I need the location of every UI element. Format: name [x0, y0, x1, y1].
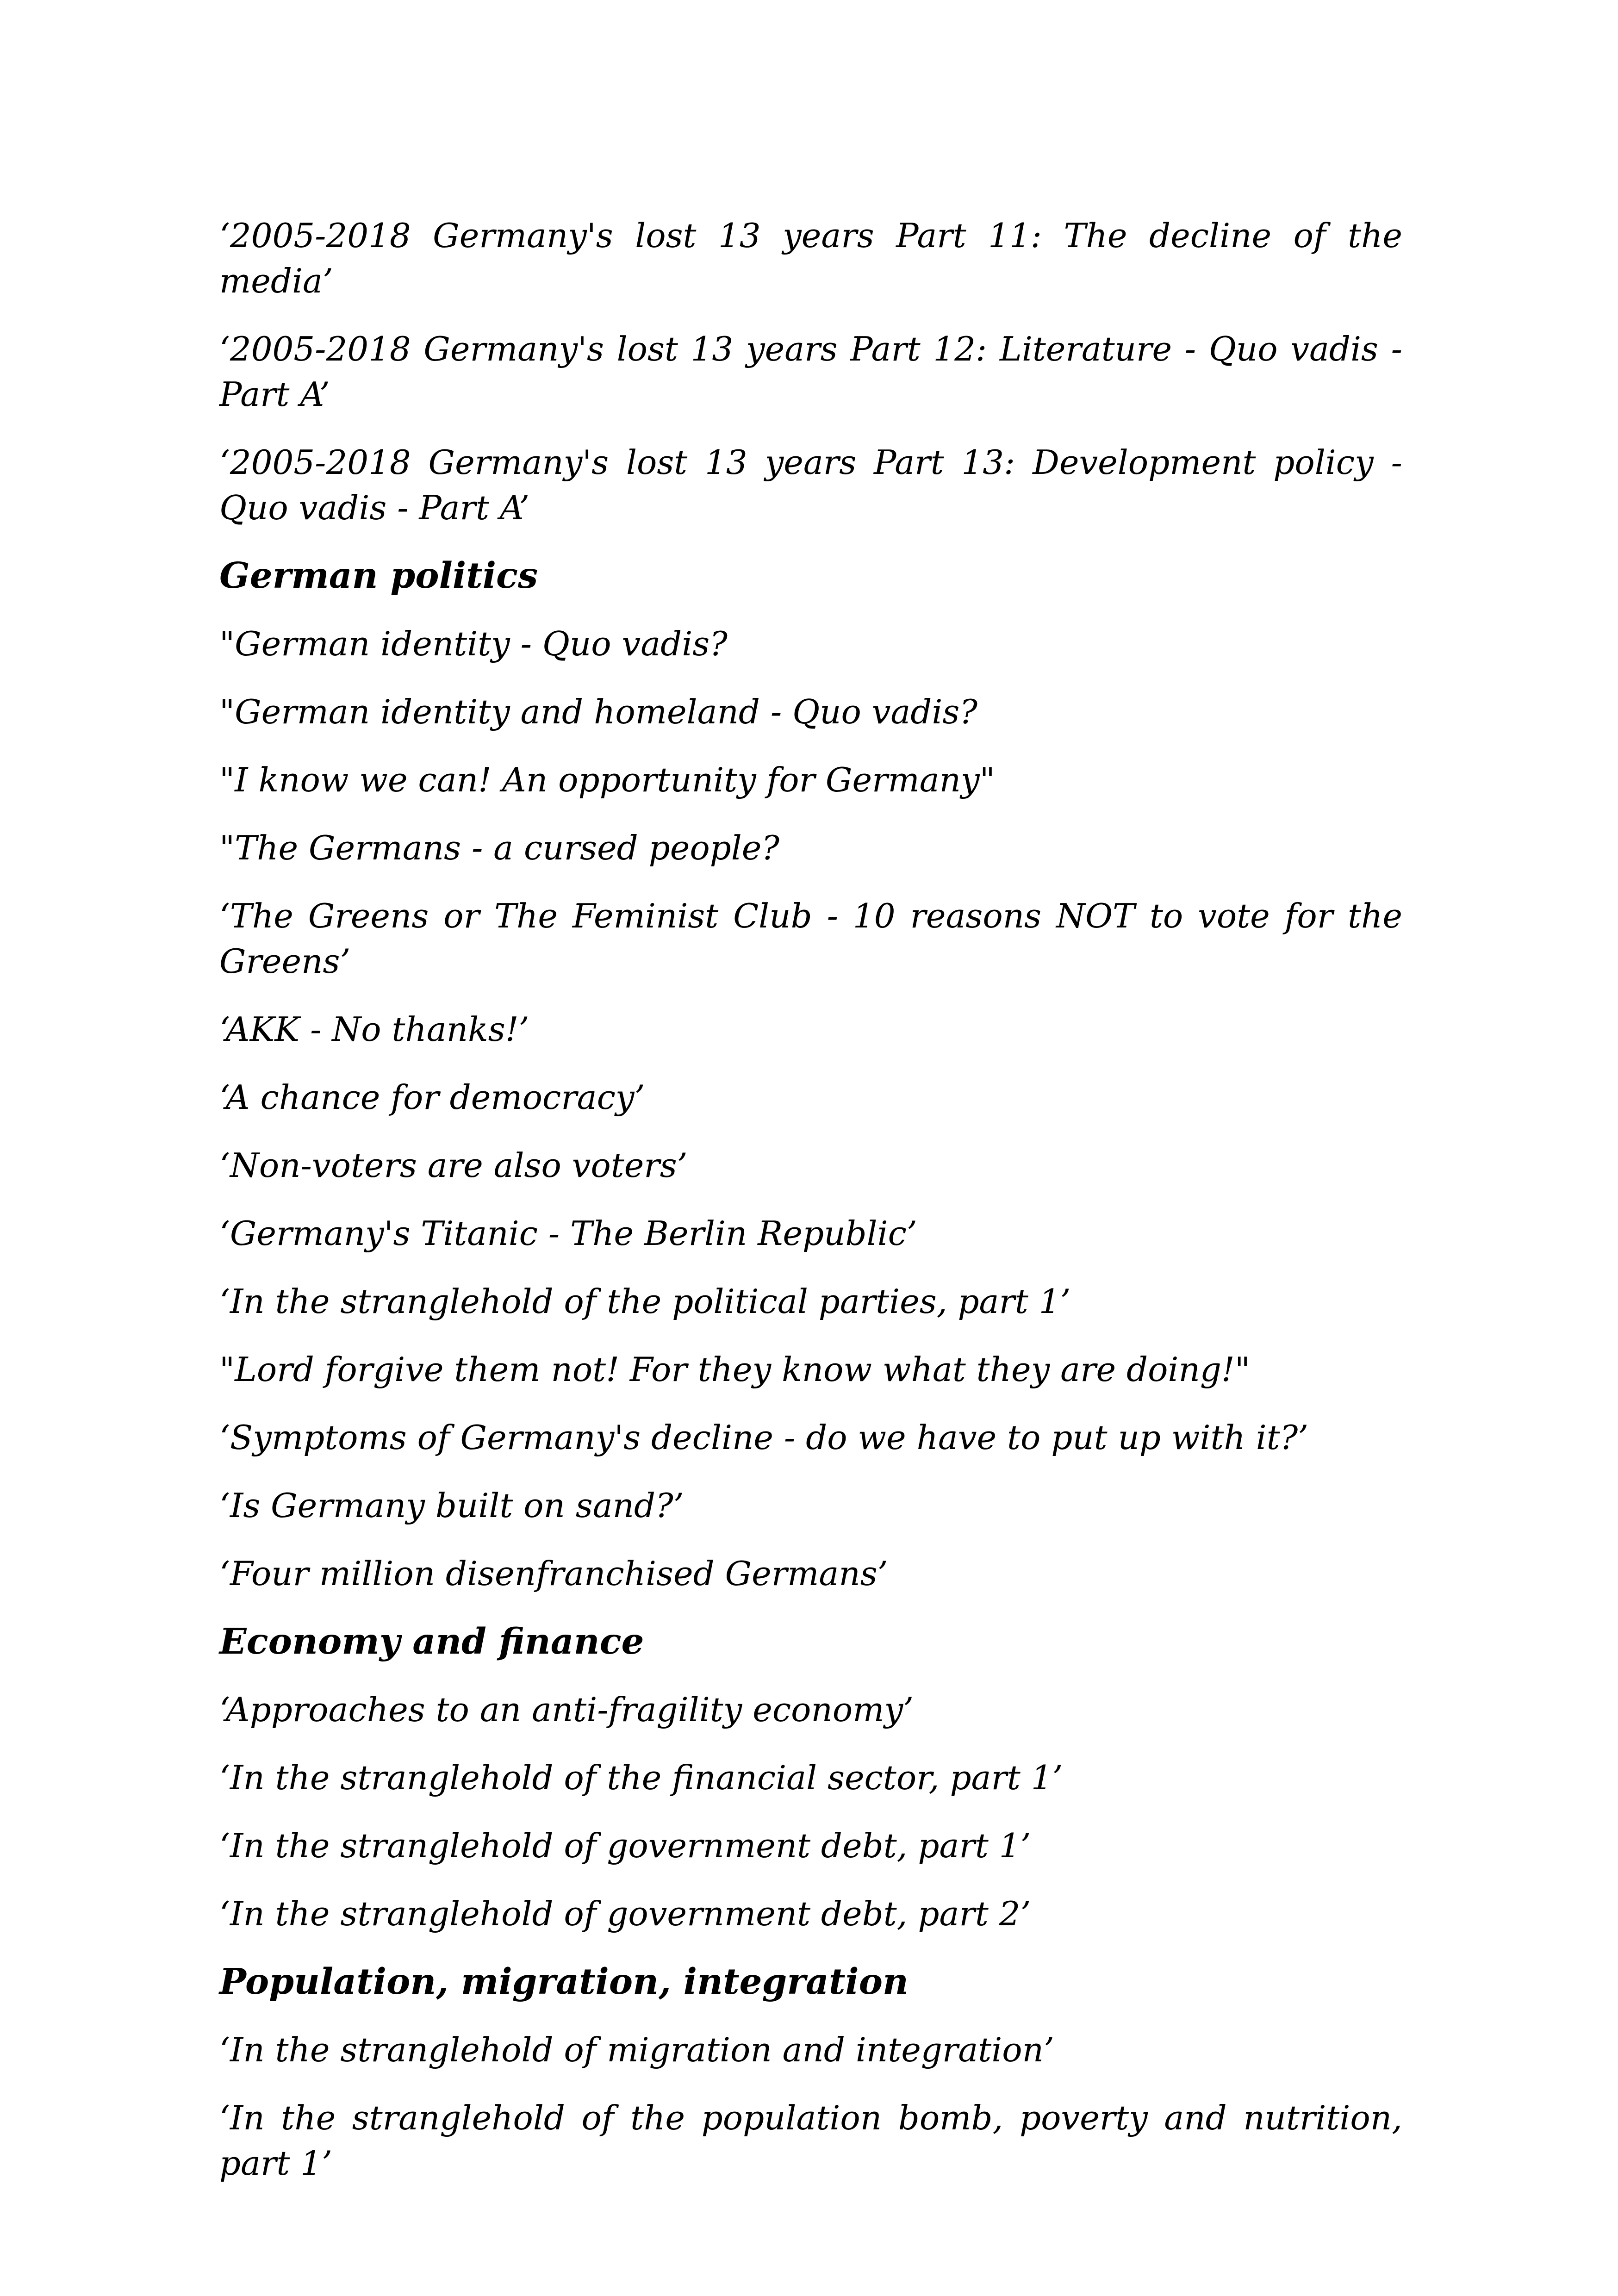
list-item: ‘Is Germany built on sand?’ [219, 1486, 684, 1525]
list-item: ‘In the stranglehold of government debt, part 2’ [219, 1894, 1031, 1933]
list-item: ‘A chance for democracy’ [219, 1078, 645, 1117]
list-item: ‘Symptoms of Germany's decline - do we have to put up with it?’ [219, 1418, 1309, 1457]
list-item: ‘2005-2018 Germany's lost 13 years Part 12: Literature - Quo vadis - Part A’ [219, 330, 1402, 414]
section-heading-german-politics: German politics [219, 555, 538, 597]
list-item: "German identity and homeland - Quo vadis? [219, 692, 977, 731]
list-item: ‘Four million disenfranchised Germans’ [219, 1554, 888, 1593]
list-item: ‘The Greens or The Feminist Club - 10 reasons NOT to vote for the Greens’ [219, 896, 1402, 981]
list-item: ‘Non-voters are also voters’ [219, 1146, 688, 1185]
section-heading-economy-and-finance: Economy and finance [219, 1621, 644, 1662]
list-item: ‘In the stranglehold of migration and integration’ [219, 2030, 1054, 2069]
list-item: ‘2005-2018 Germany's lost 13 years Part 13: Development policy - Quo vadis - Part A’ [219, 443, 1402, 527]
list-item: ‘Approaches to an anti-fragility economy’ [219, 1690, 914, 1729]
list-item: ‘AKK - No thanks!’ [219, 1010, 529, 1049]
list-item: "I know we can! An opportunity for Germany" [219, 760, 995, 799]
document-body [219, 213, 1402, 2209]
list-item: ‘Germany's Titanic - The Berlin Republic’ [219, 1214, 917, 1253]
list-item: ‘In the stranglehold of the financial sector, part 1’ [219, 1758, 1063, 1797]
list-item: ‘In the stranglehold of the population bomb, poverty and nutrition, part 1’ [219, 2098, 1402, 2183]
list-item: "Lord forgive them not! For they know what they are doing!" [219, 1350, 1250, 1389]
list-item: "The Germans - a cursed people? [219, 828, 780, 867]
section-heading-population-migration-integration: Population, migration, integration [219, 1961, 909, 2003]
list-item: ‘In the stranglehold of the political parties, part 1’ [219, 1282, 1071, 1321]
list-item: ‘In the stranglehold of government debt, part 1’ [219, 1826, 1031, 1865]
list-item: "German identity - Quo vadis? [219, 624, 728, 663]
list-item: ‘2005-2018 Germany's lost 13 years Part 11: The decline of the media’ [219, 216, 1402, 300]
